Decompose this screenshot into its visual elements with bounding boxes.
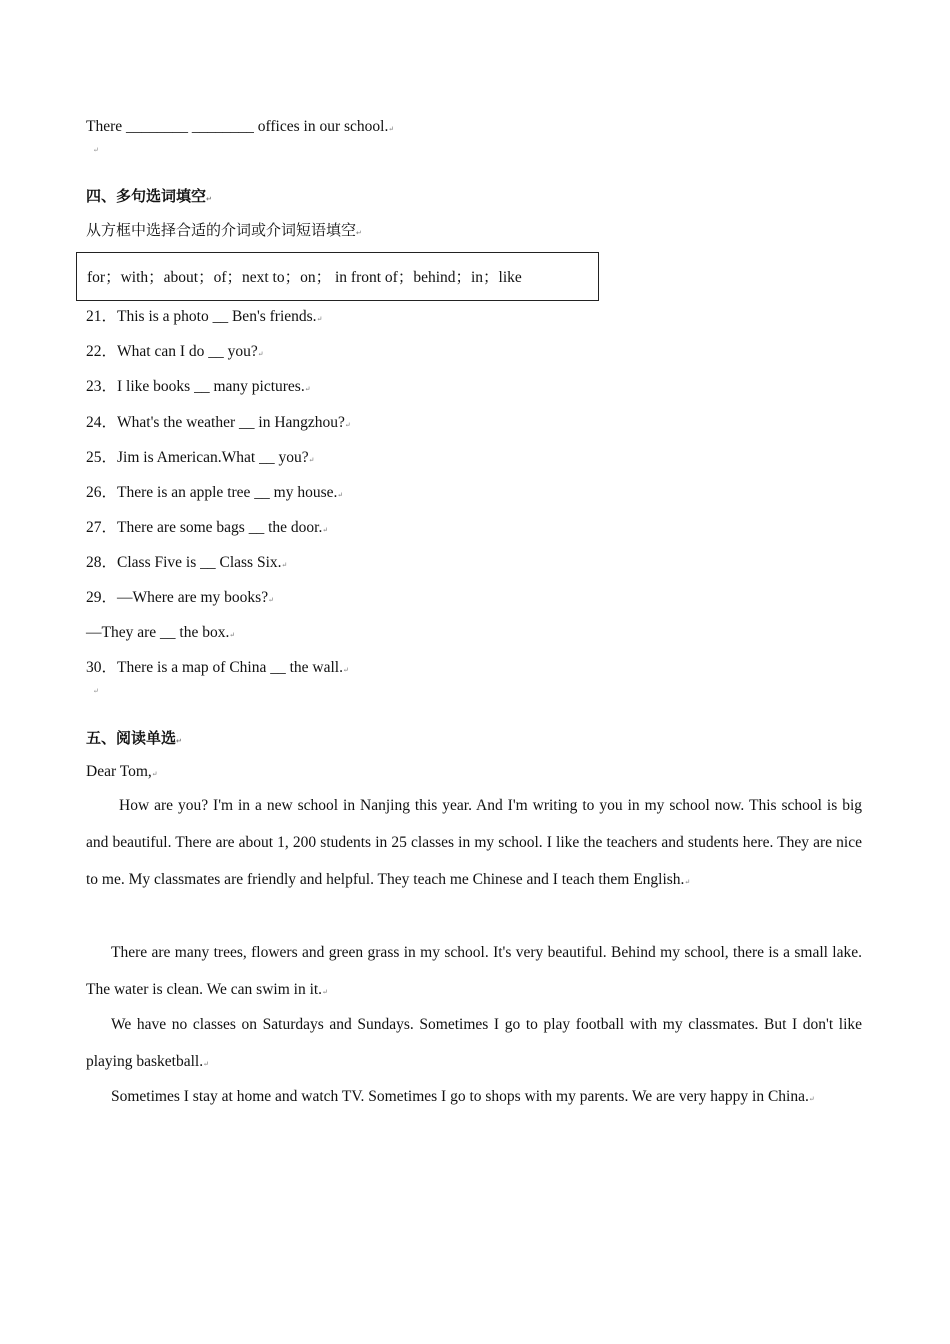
question-23: 23．I like books __ many pictures.↵ [86, 378, 311, 395]
question-27: 27．There are some bags __ the door.↵ [86, 519, 329, 536]
word-box-text: for；with；about；of；next to；on； in front of；behind；in；like [87, 269, 522, 286]
letter-paragraph-4: Sometimes I stay at home and watch TV. Sometimes I go to shops with my parents. We are very happy in China.↵ [111, 1088, 815, 1105]
letter-paragraph-2: There are many trees, flowers and green grass in my school. It's very beautiful. Behind my school, there is a small lake. The water is clean. We can swim in it.↵ [86, 944, 862, 998]
paragraph-mark-icon: ↵ [206, 195, 212, 203]
question-30: 30．There is a map of China __ the wall.↵ [86, 659, 349, 676]
question-22: 22．What can I do __ you?↵ [86, 343, 264, 360]
letter-paragraph-3: We have no classes on Saturdays and Sundays. Sometimes I go to play football with my classmates. But I don't like playing basketball.↵ [86, 1016, 862, 1070]
section-4-heading: 四、多句选词填空↵ [86, 187, 212, 205]
question-21: 21．This is a photo __ Ben's friends.↵ [86, 308, 323, 325]
paragraph-mark-icon: ↵ [356, 229, 362, 237]
question-26: 26．There is an apple tree __ my house.↵ [86, 484, 344, 501]
letter-paragraph-1: How are you? I'm in a new school in Nanjing this year. And I'm writing to you in my school now. This school is big and beautiful. There are about 1, 200 students in 25 classes in my school. I like the teachers and students here. They are nice to me. My classmates are friendly and helpful. They teach me Chinese and I teach them English.↵ [86, 797, 862, 888]
question-24: 24．What's the weather __ in Hangzhou?↵ [86, 414, 351, 431]
letter-greeting: Dear Tom,↵ [86, 763, 158, 780]
section-5-heading: 五、阅读单选↵ [86, 729, 182, 747]
section-4-instruction: 从方框中选择合适的介词或介词短语填空↵ [86, 221, 362, 239]
paragraph-mark-icon: ↵ [93, 146, 99, 154]
question-25: 25．Jim is American.What __ you?↵ [86, 449, 315, 466]
paragraph-mark-icon: ↵ [388, 125, 395, 133]
question-29: 29．—Where are my books?↵ [86, 589, 274, 606]
question-29-answer: —They are __ the box.↵ [86, 624, 236, 641]
paragraph-mark-icon: ↵ [93, 687, 99, 695]
question-28: 28．Class Five is __ Class Six.↵ [86, 554, 288, 571]
word-box [76, 252, 599, 301]
fill-in-item: There ________ ________ offices in our school.↵ [86, 118, 395, 135]
